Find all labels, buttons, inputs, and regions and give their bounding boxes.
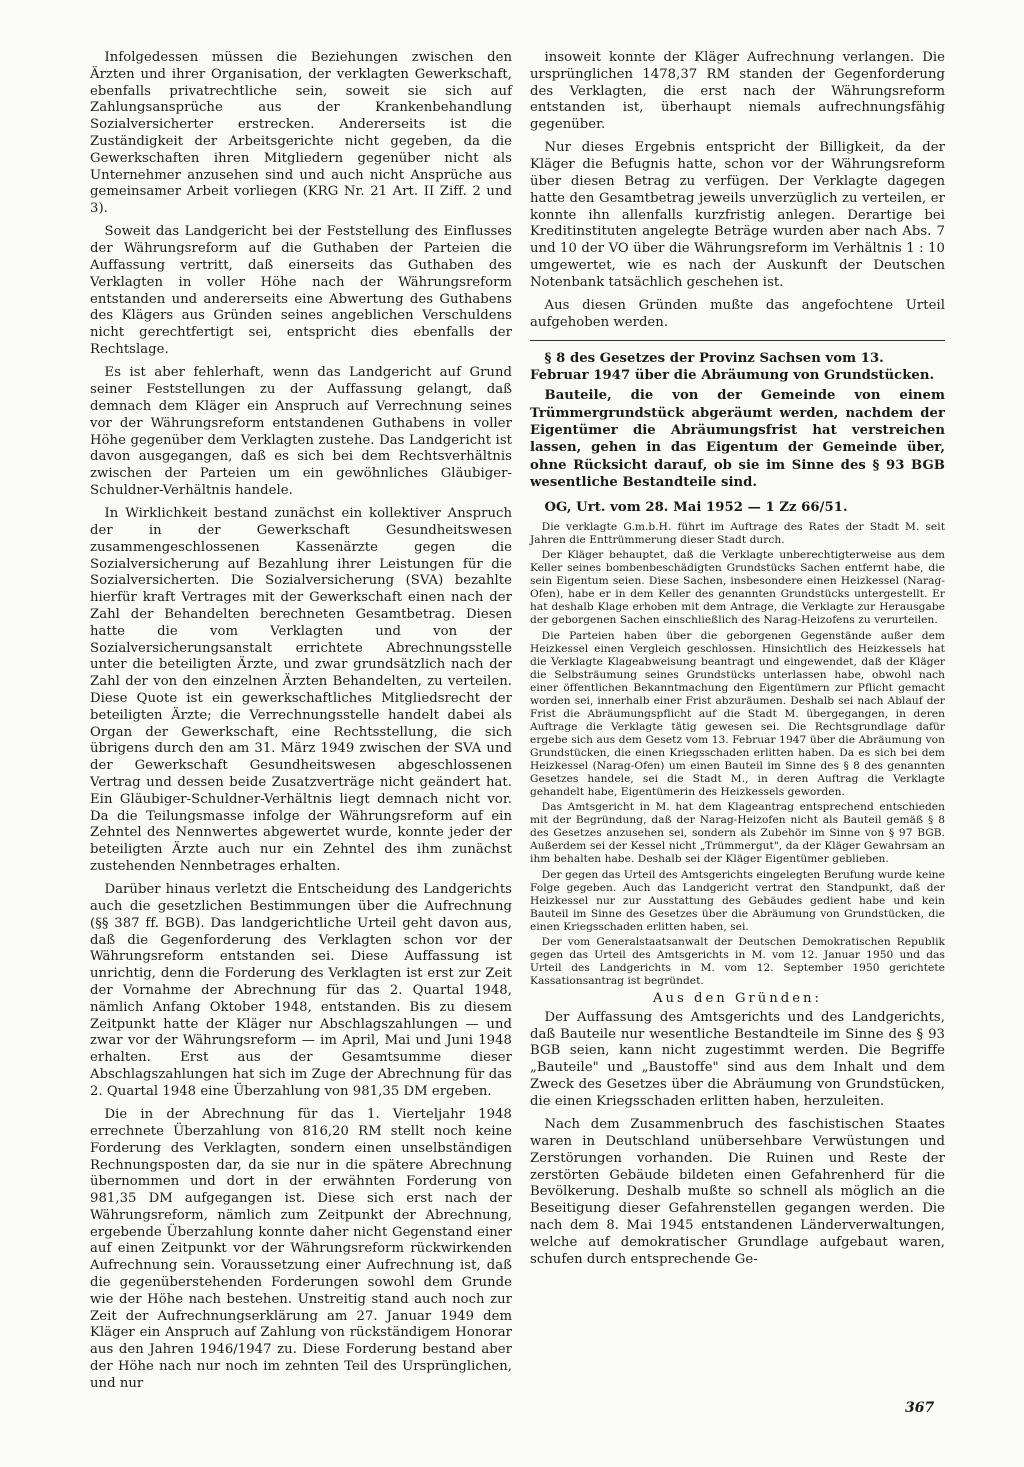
body-paragraph: Es ist aber fehlerhaft, wenn das Landgericht auf Grund seiner Feststellungen zu der Auffassung gelangt, daß demnach dem Kläger ein Anspruch auf Verrechnung seines vor der Währungsreform entstandenen Guthabens in voller Höhe gegenüber dem Verklagten zustehe. Das Landgericht ist davon ausgegangen, daß es sich bei dem Rechtsverhältnis zwischen der Parteien um ein gewöhnliches Gläubiger-Schuldner-Verhältnis handele. [90, 365, 512, 498]
facts-paragraph: Der Kläger behauptet, daß die Verklagte unberechtigterweise aus dem Keller seines bombenbeschädigten Grundstücks Sachen entfernt habe, die sein Eigentum seien. Diese Sachen, insbesondere einen Heizkessel (Narag-Ofen), habe er in dem Keller des genannten Grundstücks untergestellt. Er hat deshalb Klage erhoben mit dem Antrage, die Verklagte zur Herausgabe der geborgenen Sachen einschließlich des Narag-Heizofens zu verurteilen. [530, 549, 945, 627]
body-paragraph: Nur dieses Ergebnis entspricht der Billigkeit, da der Kläger die Befugnis hatte, schon vor der Währungsreform über diesen Betrag zu verfügen. Der Verklagte dagegen hatte den Gesamtbetrag jeweils unverzüglich zu verteilen, er konnte ihn allenfalls kurzfristig anlegen. Derartige bei Kreditinstituten angelegte Beträge wurden aber nach Abs. 7 und 10 der VO über die Währungsreform im Verhältnis 1 : 10 umgewertet, wie es nach der Auskunft der Deutschen Notenbank tatsächlich geschehen ist. [530, 140, 945, 290]
body-paragraph: Aus diesen Gründen mußte das angefochtene Urteil aufgehoben werden. [530, 298, 945, 330]
left-column [90, 50, 512, 1399]
section-divider [530, 340, 945, 341]
facts-paragraph: Die verklagte G.m.b.H. führt im Auftrage des Rates der Stadt M. seit Jahren die Enttrümmerung dieser Stadt durch. [530, 520, 945, 546]
body-paragraph: Darüber hinaus verletzt die Entscheidung des Landgerichts auch die gesetzlichen Bestimmungen über die Aufrechnung (§§ 387 ff. BGB). Das landgerichtliche Urteil geht davon aus, daß die Gegenforderung des Verklagten schon vor der Währungsreform entstanden sei. Diese Auffassung ist unrichtig, denn die Forderung des Verklagten ist erst zur Zeit der Vornahme der Abrechnung für das 2. Quartal 1948, nämlich Anfang Oktober 1948, entstanden. Bis zu diesem Zeitpunkt hatte der Kläger nur Abschlagszahlungen — und zwar vor der Währungsreform — im April, Mai und Juni 1948 erhalten. Erst aus der Gesamtsumme dieser Abschlagszahlungen hat sich im Zuge der Abrechnung für das 2. Quartal 1948 eine Überzahlung von 981,35 DM ergeben. [90, 882, 512, 1099]
case-reference: OG, Urt. vom 28. Mai 1952 — 1 Zz 66/51. [544, 499, 848, 515]
facts-paragraph: Das Amtsgericht in M. hat dem Klageantrag entsprechend entschieden mit der Begründung, daß der Narag-Heizofen nicht als Bauteil gemäß § 8 des Gesetzes anzusehen sei, sondern als Zubehör im Sinne von § 97 BGB. Außerdem sei der Kessel nicht „Trümmergut", da der Kläger Gewahrsam an ihm behalten habe. Deshalb sei der Kläger Eigentümer geblieben. [530, 801, 945, 866]
facts-paragraph: Die Parteien haben über die geborgenen Gegenstände außer dem Heizkessel einen Vergleich geschlossen. Hinsichtlich des Heizkessels hat die Verklagte Klageabweisung beantragt und eingewendet, daß der Kläger die Selbsträumung seines Grundstücks unterlassen habe, obwohl nach einer öffentlichen Bekanntmachung den Eigentümern zur Pflicht gemacht worden sei, innerhalb einer Frist abzuräumen. Deshalb sei nach Ablauf der Frist die Abräumungspflicht auf die Stadt M. übergegangen, in deren Auftrage die Verklagte tätig gewesen sei. Die Rechtsgrundlage dafür ergebe sich aus dem Gesetz vom 13. Februar 1947 über die Abräumung von Grundstücken, die einen Kriegsschaden erlitten haben. Da es sich bei dem Heizkessel (Narag-Ofen) um einen Bauteil im Sinne des § 8 des genannten Gesetzes handele, sei die Stadt M., in deren Auftrag die Verklagte gehandelt habe, Eigentümerin des Heizkessels geworden. [530, 629, 945, 798]
right-column [530, 50, 945, 1275]
body-paragraph: Infolgedessen müssen die Beziehungen zwischen den Ärzten und ihrer Organisation, der verklagten Gewerkschaft, ebenfalls privatrechtliche sein, soweit sie sich auf Zahlungsansprüche aus der Krankenbehandlung Sozialversicherter erstrecken. Andererseits ist die Zuständigkeit der Arbeitsgerichte nicht gegeben, da die Gewerkschaften ihren Mitgliedern gegenüber nicht als Unternehmer anzusehen sind und auch nicht Ansprüche aus gemeinsamer Arbeit vorliegen (KRG Nr. 21 Art. II Ziff. 2 und 3). [90, 50, 512, 217]
facts-paragraph: Der gegen das Urteil des Amtsgerichts eingelegten Berufung wurde keine Folge gegeben. Auch das Landgericht vertrat den Standpunkt, daß der Heizkessel nur zur Ausstattung des Gebäudes gedient habe und kein Bauteil im Sinne des Gesetzes über die Abräumung von Grundstücken, die einen Kriegsschaden erlitten haben, sei. [530, 868, 945, 933]
section-summary: Bauteile, die von der Gemeinde von einem Trümmergrundstück abgeräumt werden, nachdem der Eigentümer die Abräumungsfrist hat verstreichen lassen, gehen in das Eigentum der Gemeinde über, ohne Rücksicht darauf, ob sie im Sinne des § 93 BGB wesentliche Bestandteile sind. [530, 388, 945, 491]
body-paragraph: Nach dem Zusammenbruch des faschistischen Staates waren in Deutschland unübersehbare Verwüstungen und Zerstörungen vorhanden. Die Ruinen und Reste der zerstörten Gebäude bildeten einen Gefahrenherd für die Bevölkerung. Deshalb mußte so schnell als möglich an die Beseitigung dieser Gefahrenstellen gegangen werden. Die nach dem 8. Mai 1945 entstandenen Länderverwaltungen, welche auf demokratischer Grundlage aufgebaut waren, schufen durch entsprechende Ge- [530, 1117, 945, 1267]
body-paragraph: Die in der Abrechnung für das 1. Vierteljahr 1948 errechnete Überzahlung von 816,20 RM stellt noch keine Forderung des Verklagten, sondern einen unselbständigen Rechnungsposten dar, da sie nur in die spätere Abrechnung übernommen und dort in der erwähnten Forderung von 981,35 DM aufgegangen ist. Diese sich erst nach der Währungsreform, nämlich zum Zeitpunkt der Abrechnung, ergebende Überzahlung konnte daher nicht Gegenstand einer auf einen Zeitpunkt vor der Währungsreform rückwirkenden Aufrechnung sein. Voraussetzung einer Aufrechnung ist, daß die gegenüberstehenden Forderungen sowohl dem Grunde wie der Höhe nach bestehen. Unstreitig stand auch noch zur Zeit der Aufrechnungserklärung am 27. Januar 1949 dem Kläger ein Anspruch auf Zahlung von rückständigem Honorar aus den Jahren 1946/1947 zu. Diese Forderung bestand aber der Höhe nach nur noch im zehnten Teil des Ursprünglichen, und nur [90, 1107, 512, 1391]
section-heading: § 8 des Gesetzes der Provinz Sachsen vom 13. Februar 1947 über die Abräumung von Grundstücken. [530, 350, 935, 383]
facts-paragraph: Der vom Generalstaatsanwalt der Deutschen Demokratischen Republik gegen das Urteil des Amtsgerichts in M. vom 12. Januar 1950 und das Urteil des Landgerichts in M. vom 12. September 1950 gerichtete Kassationsantrag ist begründet. [530, 936, 945, 988]
page-number: 367 [905, 1400, 935, 1416]
body-paragraph: Soweit das Landgericht bei der Feststellung des Einflusses der Währungsreform auf die Guthaben der Parteien die Auffassung vertritt, daß einerseits das Guthaben des Verklagten in voller Höhe nach der Währungsreform entstanden und andererseits eine Abwertung des Guthabens des Klägers aus Gründen seines angeblichen Verschuldens nicht gerechtfertigt sei, entspricht dies ebenfalls der Rechtslage. [90, 224, 512, 358]
body-paragraph: In Wirklichkeit bestand zunächst ein kollektiver Anspruch der in der Gewerkschaft Gesundheitswesen zusammengeschlossenen Kassenärzte gegen die Sozialversicherung auf Bezahlung ihrer Leistungen für die Sozialversicherten. Die Sozialversicherung (SVA) bezahlte hierfür kraft Vertrages mit der Gewerkschaft einen nach der Zahl der Behandelten berechneten Gesamtbetrag. Diesen hatte die vom Verklagten und von der Sozialversicherungsanstalt errichtete Abrechnungsstelle unter die beteiligten Ärzte, und zwar grundsätzlich nach der Zahl der von den einzelnen Ärzten Behandelten, zu verteilen. Diese Quote ist ein gewerkschaftliches Mitgliedsrecht der beteiligten Ärzte; die Verrechnungsstelle handelt dabei als Organ der Gewerkschaft, eine Rechtsstellung, die sich übrigens durch den am 31. März 1949 zwischen der SVA und der Gewerkschaft Gesundheitswesen abgeschlossenen Vertrag und dessen beide Zusatzverträge nicht geändert hat. Ein Gläubiger-Schuldner-Verhältnis liegt demnach nicht vor. Da die Teilungsmasse infolge der Währungsreform auf ein Zehntel des Nennwertes abgewertet wurde, konnte jeder der beteiligten Ärzte auch nur ein Zehntel des ihm zunächst zustehenden Nennbetrages erhalten. [90, 506, 512, 874]
body-paragraph: Der Auffassung des Amtsgerichts und des Landgerichts, daß Bauteile nur wesentliche Bestandteile im Sinne des § 93 BGB seien, kann nicht zugestimmt werden. Die Begriffe „Bauteile" und „Baustoffe" sind aus dem Inhalt und dem Zweck des Gesetzes über die Abräumung von Grundstücken, die einen Kriegsschaden erlitten haben, herzuleiten. [530, 1009, 945, 1109]
body-paragraph: insoweit konnte der Kläger Aufrechnung verlangen. Die ursprünglichen 1478,37 RM standen der Gegenforderung des Verklagten, die erst nach der Währungsreform entstanden ist, überhaupt niemals aufrechnungsfähig gegenüber. [530, 50, 945, 133]
reasons-heading: Aus den Gründen: [653, 991, 822, 1007]
